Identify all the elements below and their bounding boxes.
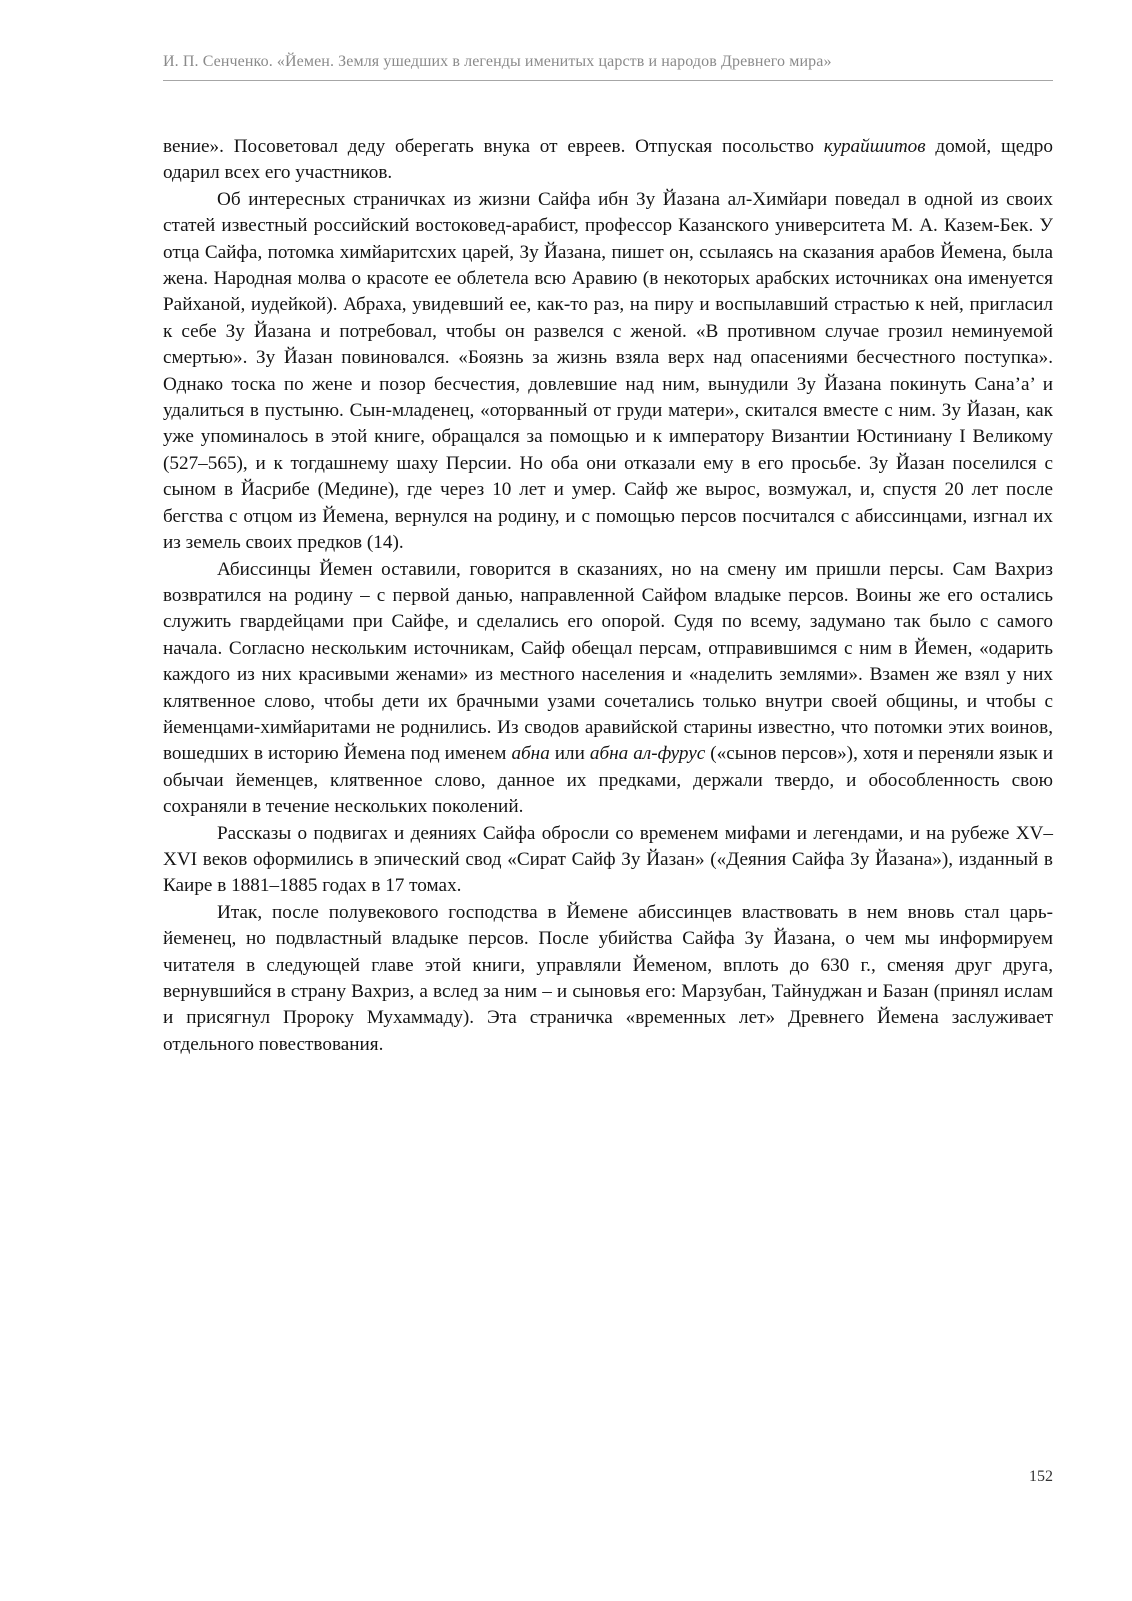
header-divider (163, 80, 1053, 81)
italic-term: курайшитов (823, 136, 926, 157)
italic-term: абна ал-фурус (589, 743, 706, 765)
text-run: или (549, 743, 590, 765)
paragraph-1 (163, 134, 1053, 187)
text-run: домой, щедро одарил всех его участников. (163, 136, 1053, 184)
text-run: Абиссинцы Йемен оставили, говорится в сказаниях, но на смену им пришли персы. Сам Вахриз возвратился на родину – с первой данью, направленной Сайфом владыке персов. Воины же его остались служить гвардейцами при Сайфе, и сделались его опорой. Судя по всему, задумано так было с самого начала. Согласно нескольким источникам, Сайф обещал персам, отправившимся с ним в Йемен, «одарить каждого из них красивыми женами» из местного населения и «наделить землями». Взамен же взял у них клятвенное слово, чтобы дети их брачными узами сочетались только внутри своей общины, и чтобы с йеменцами-химйаритами не роднились. Из сводов аравийской старины известно, что потомки этих воинов, вошедших в историю Йемена под именем (163, 558, 1053, 765)
paragraph-2 (163, 187, 1053, 557)
page-number: 152 (1029, 1468, 1053, 1485)
paragraph-3 (163, 557, 1053, 821)
text-run: вение». Посоветовал деду оберегать внука от евреев. Отпуская посольство (163, 136, 824, 157)
running-header: И. П. Сенченко. «Йемен. Земля ушедших в легенды именитых царств и народов Древнего мира» (163, 53, 832, 70)
text-run: Рассказы о подвигах и деяниях Сайфа обросли со временем мифами и легендами, и на рубеже XV–XVI веков оформились в эпический свод «Сират Сайф Зу Йазан» («Деяния Сайфа Зу Йазана»), изданный в Каире в 1881–1885 годах в 17 томах. (163, 822, 1053, 897)
paragraph-5 (163, 900, 1053, 1058)
text-run: Итак, после полувекового господства в Йемене абиссинцев властвовать в нем вновь стал царь-йеменец, но подвластный владыке персов. После убийства Сайфа Зу Йазана, о чем мы информируем читателя в следующей главе этой книги, управляли Йеменом, вплоть до 630 г., сменяя друг друга, вернувшийся в страну Вахриз, а вслед за ним – и сыновья его: Марзубан, Тайнуджан и Базан (принял ислам и присягнул Пророку Мухаммаду). Эта страничка «временных лет» Древнего Йемена заслуживает отдельного повествования. (163, 901, 1053, 1055)
text-run: Об интересных страничках из жизни Сайфа ибн Зу Йазана ал-Химйари поведал в одной из своих статей известный российский востоковед-арабист, профессор Казанского университета М. А. Казем-Бек. У отца Сайфа, потомка химйаритсхих царей, Зу Йазана, пишет он, ссылаясь на сказания арабов Йемена, была жена. Народная молва о красоте ее облетела всю Аравию (в некоторых арабских источниках она именуется Райханой, иудейкой). Абраха, увидевший ее, как-то раз, на пиру и воспылавший страстью к ней, пригласил к себе Зу Йазана и потребовал, чтобы он развелся с женой. «В противном случае грозил неминуемой смертью». Зу Йазан повиновался. «Боязнь за жизнь взяла верх над опасениями бесчестного поступка». Однако тоска по жене и позор бесчестия, довлевшие над ним, вынудили Зу Йазана покинуть Сана’а’ и удалиться в пустыню. Сын-младенец, «оторванный от груди матери», скитался вместе с ним. Зу Йазан, как уже упоминалось в этой книге, обращался за помощью и к императору Византии Юстиниану I Великому (527–565), и к тогдашнему шаху Персии. Но оба они отказали ему в его просьбе. Зу Йазан поселился с сыном в Йасрибе (Медине), где через 10 лет и умер. Сайф же вырос, возмужал, и, спустя 20 лет после бегства с отцом из Йемена, вернулся на родину, и с помощью персов посчитался с абиссинцами, изгнал их из земель своих предков (14). (163, 188, 1053, 554)
main-text (163, 134, 1053, 1058)
italic-term: абна (511, 743, 550, 765)
paragraph-4 (163, 821, 1053, 900)
text-run: («сынов персов»), хотя и переняли язык и обычаи йеменцев, клятвенное слово, данное их предками, держали твердо, и обособленность свою сохраняли в течение нескольких поколений. (163, 743, 1053, 818)
